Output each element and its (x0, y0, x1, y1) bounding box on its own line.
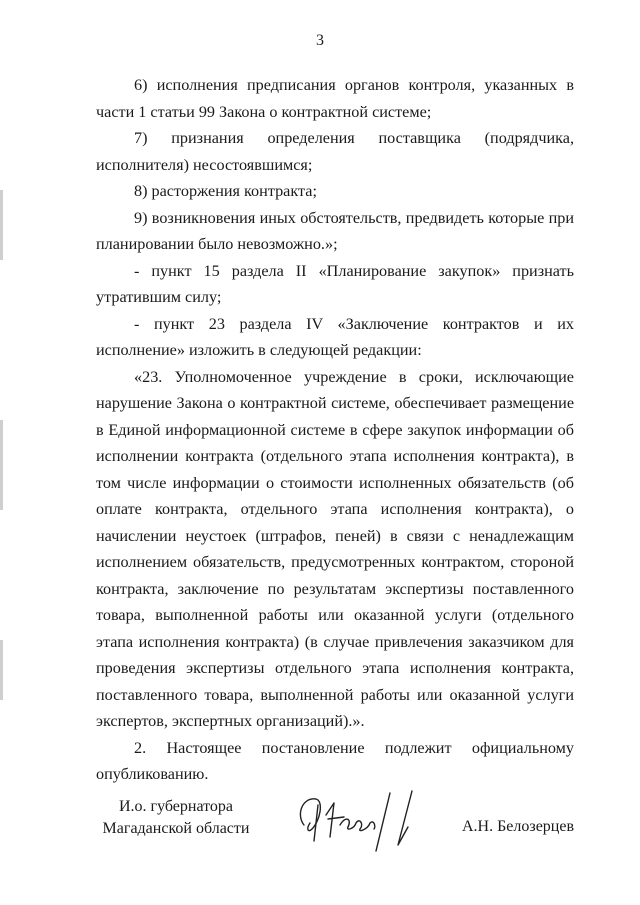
paragraph-item-6: 6) исполнения предписания органов контроля, указанных в части 1 статьи 99 Закона о контрактной системе; (96, 76, 574, 121)
signatory-position-line1: И.о. губернатора (118, 798, 234, 815)
signatory-position (96, 796, 256, 840)
scan-edge-mark (0, 420, 3, 510)
signatory-position-line2: Магаданской области (102, 820, 250, 837)
paragraph-item-8: 8) расторжения контракта; (134, 182, 317, 200)
paragraph-point-23: - пункт 23 раздела IV «Заключение контрактов и их исполнение» изложить в следующей редакции: (96, 314, 574, 359)
signatory-name: А.Н. Белозерцев (462, 818, 575, 835)
paragraph-item-9: 9) возникновения иных обстоятельств, предвидеть которые при планировании было невозможно.»; (96, 208, 574, 253)
page-number: 3 (316, 32, 324, 49)
handwritten-signature (290, 785, 440, 857)
paragraph-item-7: 7) признания определения поставщика (подрядчика, исполнителя) несостоявшимся; (96, 129, 574, 174)
document-body (96, 72, 574, 788)
scan-edge-mark (0, 190, 3, 260)
paragraph-publication: 2. Настоящее постановление подлежит официальному опубликованию. (96, 738, 574, 783)
paragraph-point-23-text: «23. Уполномоченное учреждение в сроки, исключающие нарушение Закона о контрактной системе, обеспечивает размещение в Единой информационной системе в сфере закупок информации об исполнении контракта (отдельного этапа исполнения контракта), в том числе информации о стоимости исполненных обязательств (об оплате контракта, отдельного этапа исполнения контракта), о начислении неустоек (штрафов, пеней) в связи с ненадлежащим исполнением обязательств, предусмотренных контрактом, стороной контракта, заключение по результатам экспертизы поставленного товара, выполненной работы или оказанной услуги (отдельного этапа исполнения контракта) (в случае привлечения заказчиком для проведения экспертизы отдельного этапа исполнения контракта, поставленного товара, выполненной работы или оказанной услуги экспертов, экспертных организаций).». (96, 367, 574, 730)
paragraph-point-15: - пункт 15 раздела II «Планирование закупок» признать утратившим силу; (96, 261, 574, 306)
scan-edge-mark (0, 640, 3, 700)
